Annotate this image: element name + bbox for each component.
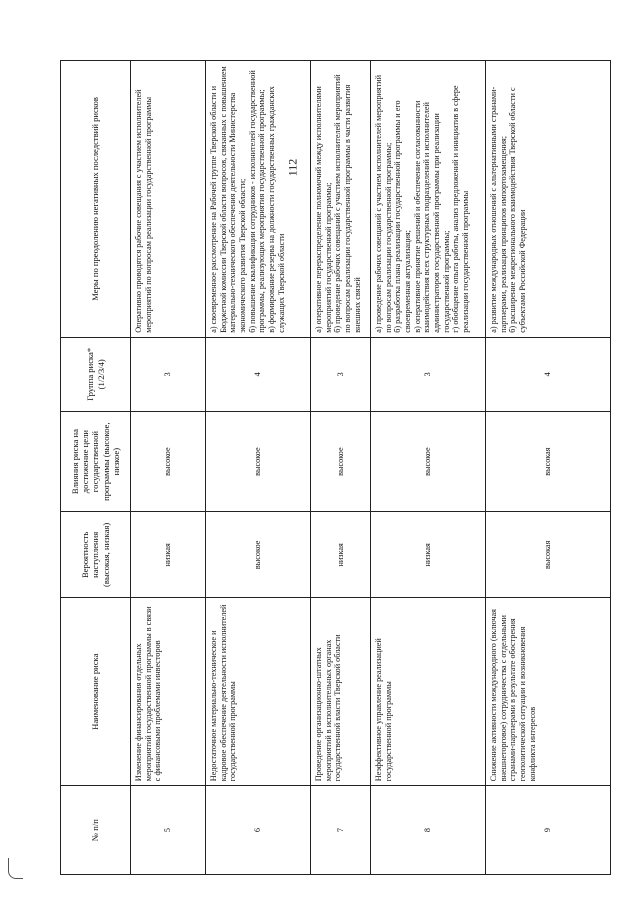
measure-item: а) оперативное перераспределение полномочий между исполнителями мероприятий государственной программы; <box>314 86 333 333</box>
risk-table-container <box>60 60 610 875</box>
measure-item: Оперативно проводятся рабочие совещания с участием исполнителей мероприятий по вопросам реализации государственной программы <box>134 89 153 333</box>
risk-measures <box>371 61 486 338</box>
risk-table <box>60 60 611 875</box>
row-num: 5 <box>131 786 206 875</box>
risk-impact: высокое <box>206 411 311 512</box>
risk-impact: высокое <box>311 411 371 512</box>
measure-item: б) разработка плана реализации государственной программы и его своевременная актуализация; <box>393 100 413 333</box>
header-num: № п/п <box>61 786 131 875</box>
risk-measures <box>311 61 371 338</box>
row-num: 6 <box>206 786 311 875</box>
table-row <box>371 61 486 875</box>
risk-name: Снижение активности международного (включая внешнеторговое) сотрудничества с отдельными странами-партнерами в результате обострения геополитической ситуации и возникновения конфликта интересов <box>486 598 611 786</box>
risk-name: Недостаточное материально-техническое и кадровое обеспечение деятельности исполнителей государственной программы <box>206 598 311 786</box>
risk-group: 3 <box>131 337 206 411</box>
risk-name: Проведение организационно-штатных мероприятий в исполнительных органах государственной власти Тверской области <box>311 598 371 786</box>
header-impact: Влияния риска на достижение цели государственной программы (высокое, низкое) <box>61 411 131 512</box>
page-number: 112 <box>285 158 300 177</box>
row-num: 8 <box>371 786 486 875</box>
table-row <box>206 61 311 875</box>
risk-impact: высокое <box>131 411 206 512</box>
measure-item: а) развитие международных отношений с альтернативными странами-партнерами, реализация принципов импортозамещения; <box>489 86 508 333</box>
header-group: Группа риска* (1/2/3/4) <box>61 337 131 411</box>
measure-item: б) повышение квалификации сотрудников - исполнителей государственной программы, реализующих мероприятия государственной программы; <box>247 70 267 333</box>
header-probability: Вероятность наступления (высокая, низкая) <box>61 512 131 598</box>
risk-name: Изменение финансирования отдельных мероприятий государственной программы в связи с финансовыми проблемами инвесторов <box>131 598 206 786</box>
row-num: 9 <box>486 786 611 875</box>
measure-item: а) своевременное рассмотрение на Рабочей группе Тверской области и Бюджетной комиссии Тверской области вопросов, связанных с повышением материально-технического обеспечения деятельности Министерства экономического развития Тверской области; <box>209 66 248 333</box>
risk-probability: низкая <box>311 512 371 598</box>
risk-probability: низкая <box>131 512 206 598</box>
risk-group: 3 <box>371 337 486 411</box>
measure-item: в) оперативное принятие решений и обеспечение согласованности взаимодействия всех структурных подразделений и исполнителей администраторов государственной программы при реализации государственной программы; <box>412 100 451 333</box>
measure-item: б) расширение межрегионального взаимодействия Тверской области с субъектами Российской Федерации <box>508 87 528 333</box>
risk-probability: низкая <box>371 512 486 598</box>
risk-measures <box>486 61 611 338</box>
measure-item: б) проведение рабочих совещаний с участием исполнителей мероприятий по вопросам реализации государственной программы в части развития внешних связей <box>333 74 362 333</box>
risk-probability: высокая <box>486 512 611 598</box>
risk-group: 3 <box>311 337 371 411</box>
risk-name: Неэффективное управление реализацией государственной программы <box>371 598 486 786</box>
table-header-row <box>61 61 131 875</box>
header-measures: Меры по преодолению негативных последствий рисков <box>61 61 131 338</box>
header-name: Наименование риска <box>61 598 131 786</box>
risk-impact: высокое <box>371 411 486 512</box>
table-row <box>486 61 611 875</box>
page-corner-mark <box>8 858 23 879</box>
risk-group: 4 <box>486 337 611 411</box>
table-row <box>131 61 206 875</box>
risk-group: 4 <box>206 337 311 411</box>
risk-measures <box>206 61 311 338</box>
measure-item: в) формирование резерва на должности государственных гражданских служащих Тверской области <box>267 86 286 333</box>
risk-probability: высокое <box>206 512 311 598</box>
risk-measures <box>131 61 206 338</box>
risk-impact: высокая <box>486 411 611 512</box>
measure-item: а) проведение рабочих совещаний с участием исполнителей мероприятий по вопросам реализации государственной программы; <box>374 74 393 333</box>
measure-item: г) обобщение опыта работы, анализ предложений и инициатив в сфере реализации государственной программы <box>451 85 471 333</box>
table-row <box>311 61 371 875</box>
row-num: 7 <box>311 786 371 875</box>
